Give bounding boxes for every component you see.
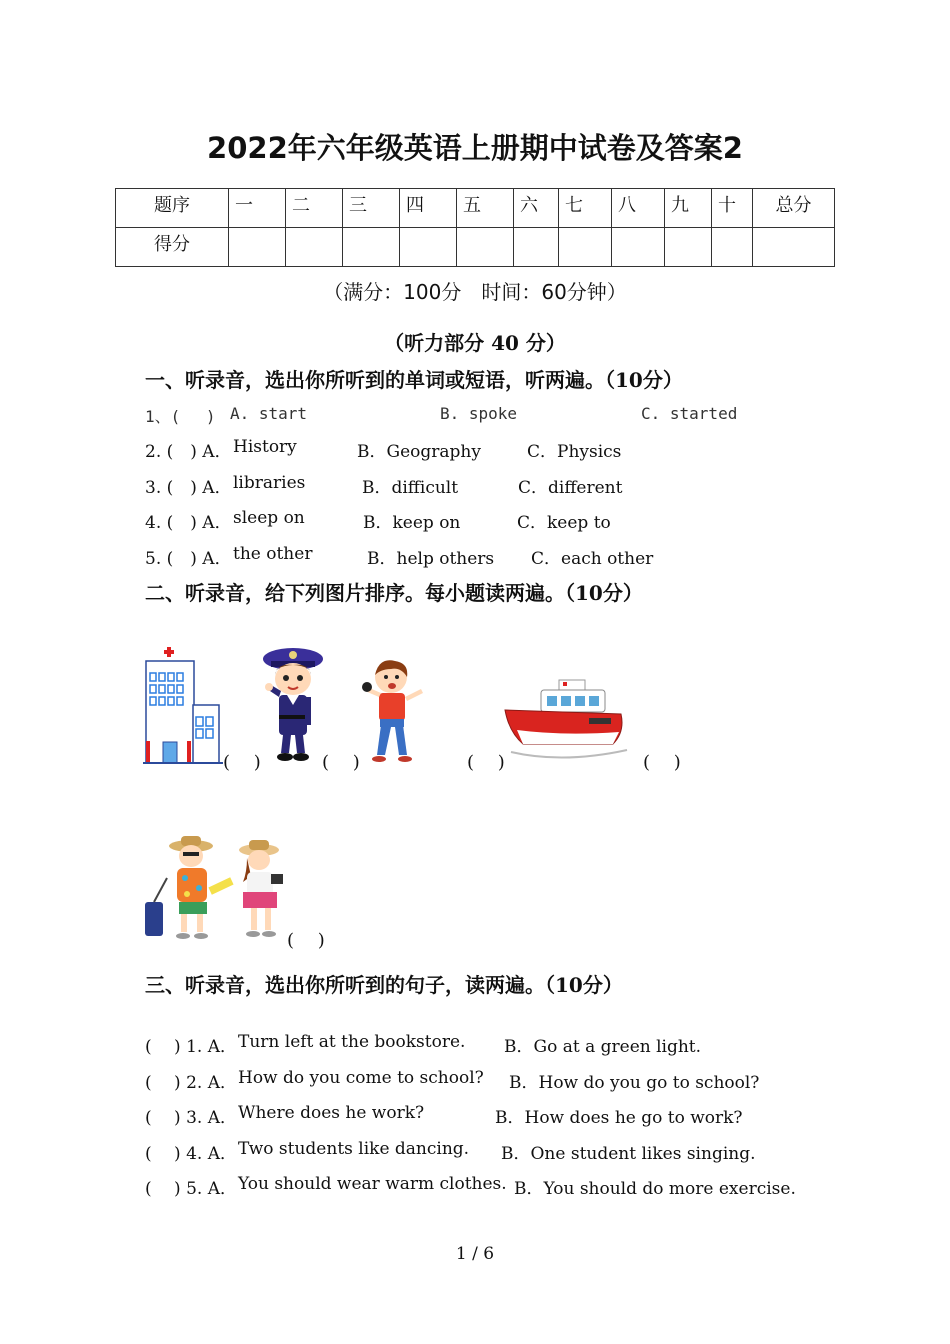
question-3-option-c: C．different (518, 478, 623, 498)
boat-icon (503, 672, 631, 766)
score-cell[interactable] (343, 228, 400, 267)
score-cell[interactable] (559, 228, 612, 267)
question-3-option-b: B．difficult (362, 478, 459, 498)
sentence-5-number: ( ) 5. A． (145, 1179, 237, 1199)
section1-title: 一、听录音，选出你所听到的单词或短语，听两遍。（10分） (145, 368, 683, 392)
table-cell: 三 (343, 189, 400, 228)
sentence-2-option-b: B．How do you go to school? (509, 1073, 760, 1093)
answer-blank-2[interactable]: ( ) (322, 752, 360, 773)
answer-blank-3[interactable]: ( ) (467, 752, 505, 773)
section3-title: 三、听录音，选出你所听到的句子，读两遍。（10分） (145, 973, 623, 997)
question-3-number: 3. ( ) A． (145, 478, 232, 498)
sentence-3-option-b: B．How does he go to work? (495, 1108, 743, 1128)
sentence-3-option-a: Where does he work? (238, 1103, 425, 1123)
answer-blank-5[interactable]: ( ) (287, 930, 325, 951)
page-number: 1 / 6 (455, 1244, 495, 1264)
score-cell[interactable] (229, 228, 286, 267)
sentence-1-number: ( ) 1. A． (145, 1037, 237, 1057)
sentence-2-option-a: How do you come to school? (238, 1068, 484, 1088)
score-cell[interactable] (753, 228, 835, 267)
question-2-option-a: History (233, 437, 297, 457)
question-5-number: 5. ( ) A． (145, 549, 232, 569)
table-cell: 九 (665, 189, 712, 228)
table-cell: 四 (400, 189, 457, 228)
question-2-option-b: B．Geography (357, 442, 481, 462)
score-cell[interactable] (457, 228, 514, 267)
question-4-option-b: B．keep on (363, 513, 461, 533)
table-cell: 五 (457, 189, 514, 228)
answer-blank-4[interactable]: ( ) (643, 752, 681, 773)
question-4-option-a: sleep on (233, 508, 305, 528)
score-cell[interactable] (665, 228, 712, 267)
question-2-option-c: C．Physics (527, 442, 622, 462)
sentence-1-option-b: B．Go at a green light. (504, 1037, 702, 1057)
table-cell: 七 (559, 189, 612, 228)
question-1-number: 1、( ) (145, 407, 216, 426)
sentence-4-option-b: B．One student likes singing. (501, 1144, 756, 1164)
sentence-4-number: ( ) 4. A． (145, 1144, 237, 1164)
sentence-1-option-a: Turn left at the bookstore. (238, 1032, 466, 1052)
hospital-icon (143, 645, 223, 765)
sentence-2-number: ( ) 2. A． (145, 1073, 237, 1093)
score-table (115, 188, 835, 267)
sentence-5-option-a: You should wear warm clothes. (238, 1174, 507, 1194)
table-cell: 一 (229, 189, 286, 228)
question-5-option-a: the other (233, 544, 313, 564)
section2-title: 二、听录音，给下列图片排序。每小题读两遍。（10分） (145, 581, 643, 605)
question-1-option-b: B. spoke (440, 404, 518, 423)
question-2-number: 2. ( ) A． (145, 442, 232, 462)
question-5-option-c: C．each other (531, 549, 654, 569)
travelers-icon (143, 832, 291, 944)
score-cell[interactable] (712, 228, 753, 267)
table-cell: 六 (514, 189, 559, 228)
table-cell: 题序 (116, 189, 229, 228)
question-3-option-a: libraries (233, 473, 306, 493)
question-5-option-b: B．help others (367, 549, 495, 569)
page-title: 2022年六年级英语上册期中试卷及答案2 (207, 131, 743, 165)
listening-header: （听力部分 40 分） (384, 331, 566, 355)
table-cell: 总分 (753, 189, 835, 228)
question-1-option-c: C. started (641, 404, 738, 423)
table-cell: 得分 (116, 228, 229, 267)
sentence-4-option-a: Two students like dancing. (238, 1139, 470, 1159)
score-cell[interactable] (400, 228, 457, 267)
sentence-5-option-b: B．You should do more exercise. (514, 1179, 796, 1199)
score-table-score-row (116, 228, 835, 267)
table-cell: 八 (612, 189, 665, 228)
score-cell[interactable] (514, 228, 559, 267)
police-officer-icon (257, 645, 327, 765)
question-4-option-c: C．keep to (517, 513, 611, 533)
table-cell: 十 (712, 189, 753, 228)
score-cell[interactable] (286, 228, 343, 267)
question-4-number: 4. ( ) A． (145, 513, 232, 533)
table-cell: 二 (286, 189, 343, 228)
sentence-3-number: ( ) 3. A． (145, 1108, 237, 1128)
score-cell[interactable] (612, 228, 665, 267)
exam-info: （满分：100分 时间：60分钟） (323, 280, 627, 304)
answer-blank-1[interactable]: ( ) (223, 752, 261, 773)
score-table-header-row (116, 189, 835, 228)
question-1-option-a: A. start (230, 404, 308, 423)
singing-boy-icon (355, 655, 430, 765)
